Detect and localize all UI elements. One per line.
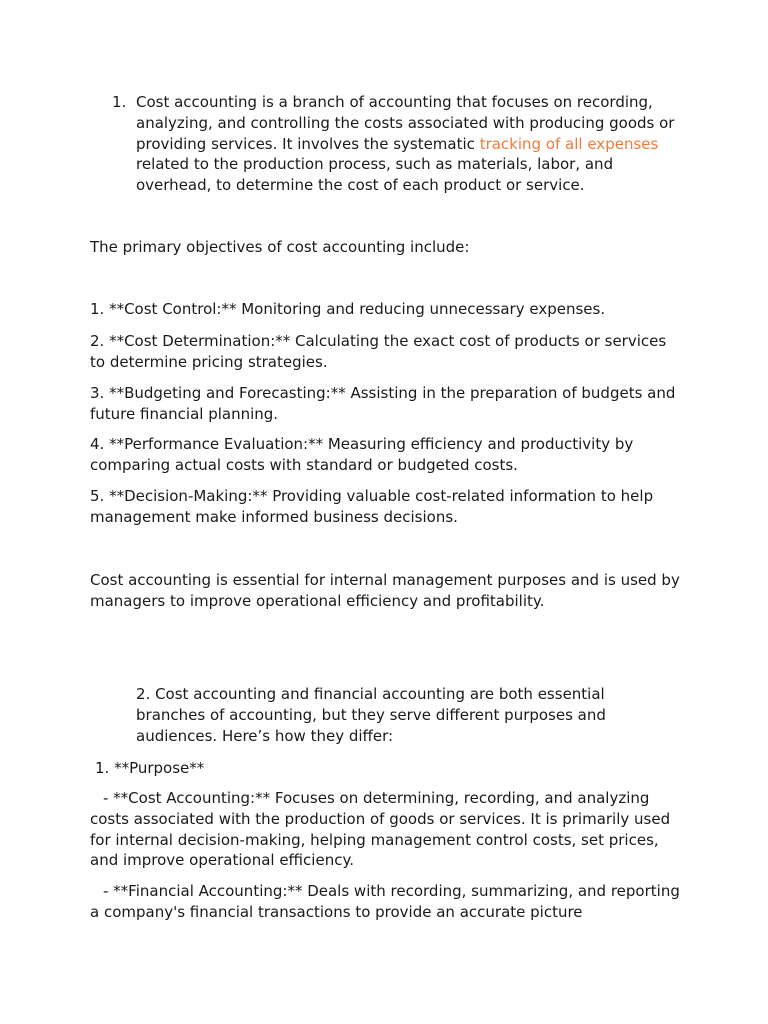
- financial-accounting-point: - **Financial Accounting:** Deals with recording, summarizing, and reporting a company's financial transactions to provide an accurate picture: [90, 882, 680, 921]
- numbered-item-1: [112, 92, 682, 196]
- objective-item: 2. **Cost Determination:** Calculating the exact cost of products or services to determine pricing strategies.: [90, 332, 667, 371]
- item-1-text-after: related to the production process, such as materials, labor, and overhead, to determine the cost of each product or service.: [136, 155, 614, 195]
- highlighted-phrase: tracking of all expenses: [479, 134, 659, 153]
- item-1-text-before: Cost accounting is a branch of accounting that focuses on recording, analyzing, and controlling the costs associated with producing goods or providing services. It involves the systematic: [136, 93, 675, 153]
- objective-item: 3. **Budgeting and Forecasting:** Assisting in the preparation of budgets and future financial planning.: [90, 384, 676, 423]
- item-1-text: [136, 92, 682, 196]
- cost-accounting-point: - **Cost Accounting:** Focuses on determining, recording, and analyzing costs associated with the production of goods or services. It is primarily used for internal decision-making, helping management control costs, set prices, and improve operational efficiency.: [90, 789, 671, 870]
- item-number: 1.: [112, 93, 127, 111]
- numbered-item-2: 2. Cost accounting and financial accounting are both essential branches of accounting, but they serve different purposes and audiences. Here’s how they differ:: [136, 685, 606, 745]
- objective-item: 5. **Decision-Making:** Providing valuable cost-related information to help management make informed business decisions.: [90, 487, 654, 526]
- objective-item: 1. **Cost Control:** Monitoring and reducing unnecessary expenses.: [90, 300, 606, 318]
- objective-item: 4. **Performance Evaluation:** Measuring efficiency and productivity by comparing actual costs with standard or budgeted costs.: [90, 435, 634, 474]
- objectives-intro: The primary objectives of cost accounting include:: [90, 238, 470, 256]
- purpose-heading: 1. **Purpose**: [95, 759, 205, 777]
- summary-paragraph: Cost accounting is essential for internal management purposes and is used by managers to improve operational efficiency and profitability.: [90, 571, 680, 610]
